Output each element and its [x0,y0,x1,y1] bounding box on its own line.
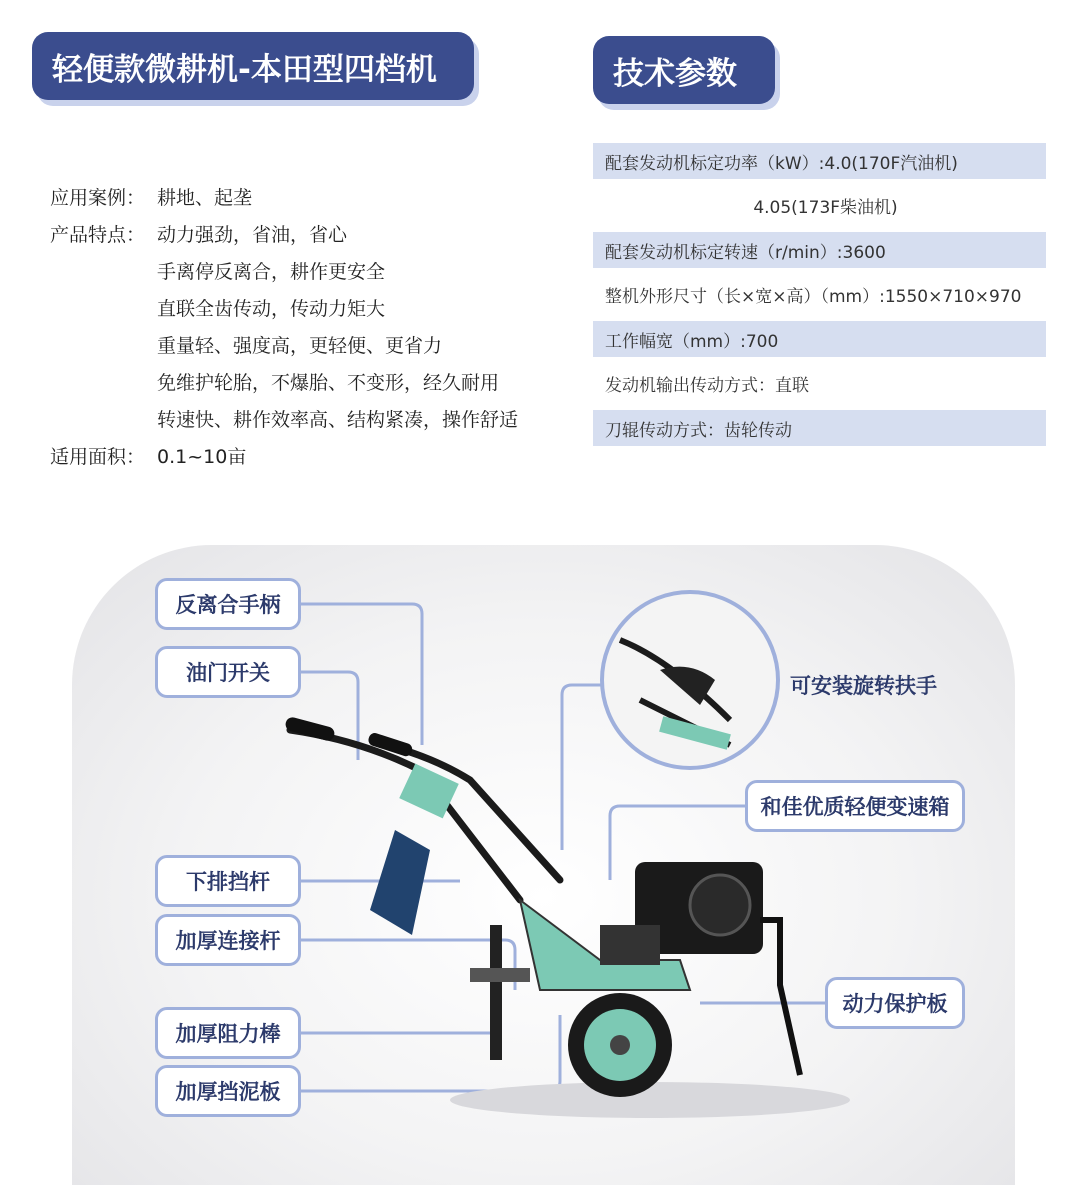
spec-row: 刀辊传动方式：齿轮传动 [593,410,1046,446]
feature-value: 免维护轮胎，不爆胎、不变形，经久耐用 [157,372,500,394]
feature-value: 直联全齿传动，传动力矩大 [157,298,386,320]
callout-lower-rod: 下排挡杆 [155,855,301,907]
callout-connecting-rod: 加厚连接杆 [155,914,301,966]
spec-row: 4.05(173F柴油机) [753,198,898,218]
spec-row: 配套发动机标定转速（r/min）:3600 [593,232,1046,268]
feature-label: 应用案例： [50,187,146,209]
feature-value: 耕地、起垄 [157,187,253,209]
feature-value: 手离停反离合，耕作更安全 [157,261,386,283]
feature-value: 0.1~10亩 [157,446,247,468]
callout-rotating-handle: 可安装旋转扶手 [790,674,937,698]
callout-resistance-bar: 加厚阻力棒 [155,1007,301,1059]
product-title: 轻便款微耕机-本田型四档机 [32,32,474,100]
feature-value: 转速快、耕作效率高、结构紧凑，操作舒适 [157,409,519,431]
callout-clutch-handle: 反离合手柄 [155,578,301,630]
spec-row: 整机外形尺寸（长×宽×高）（mm）:1550×710×970 [605,287,1022,307]
spec-heading: 技术参数 [593,36,775,104]
callout-throttle-switch: 油门开关 [155,646,301,698]
callout-mudguard: 加厚挡泥板 [155,1065,301,1117]
callout-power-guard: 动力保护板 [825,977,965,1029]
feature-label: 产品特点： [50,224,146,246]
feature-label: 适用面积： [50,446,146,468]
feature-value: 动力强劲，省油，省心 [157,224,348,246]
spec-row: 工作幅宽（mm）:700 [593,321,1046,357]
feature-value: 重量轻、强度高，更轻便、更省力 [157,335,443,357]
callout-gearbox: 和佳优质轻便变速箱 [745,780,965,832]
spec-row: 发动机输出传动方式：直联 [605,376,809,396]
spec-row: 配套发动机标定功率（kW）:4.0(170F汽油机) [593,143,1046,179]
